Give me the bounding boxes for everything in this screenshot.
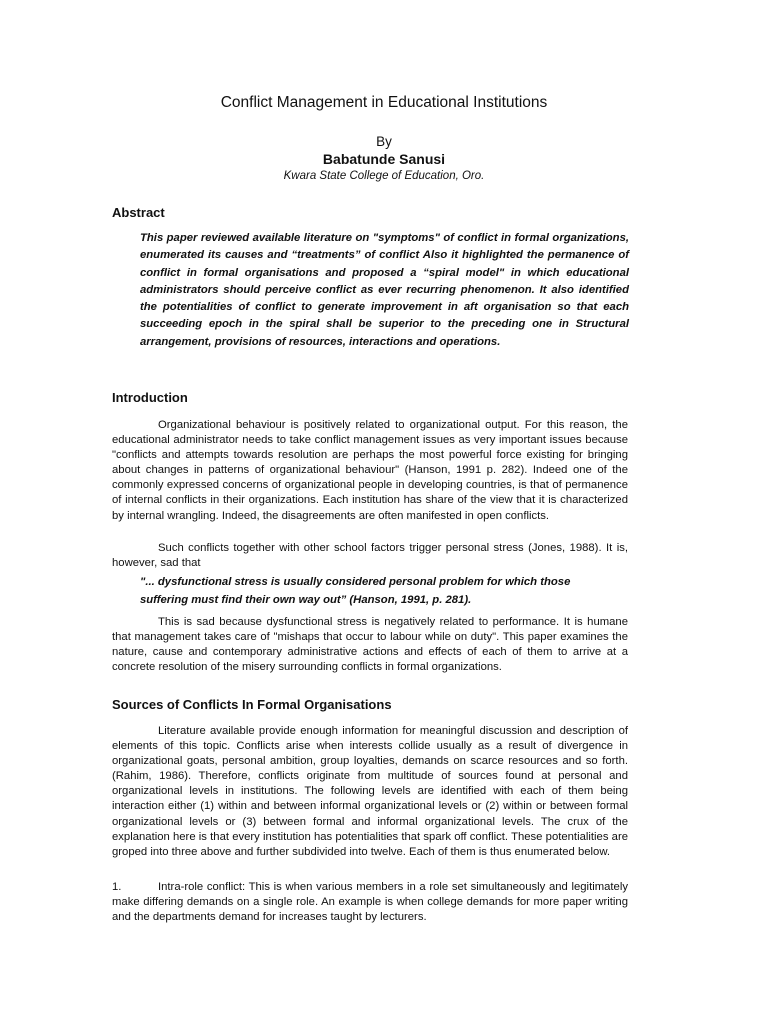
introduction-quote: "... dysfunctional stress is usually considered personal problem for which those suffering must find their own way out” (Hanson, 1991, p. 281). [140, 576, 571, 606]
sources-paragraph-1: Literature available provide enough information for meaningful discussion and description of elements of this topic. Conflicts arise when interests collide usually as a result of divergence in organizational goats, personal ambition, group loyalties, demands on scarce resources and so forth. (Rahim, 1986). Therefore, conflicts originate from multitude of sources found at personal and organizational levels in institutions. The following levels are identified with each of them being interaction either (1) within and between informal organizational levels or (2) within or between formal organizational levels or (3) between formal and informal organizational levels. The crux of the explanation here is that every institution has potentialities that spark off conflict. These potentialities are groped into three above and further subdivided into twelve. Each of them is thus enumerated below. [112, 725, 628, 858]
introduction-heading: Introduction [112, 390, 188, 405]
list-item-text: Intra-role conflict: This is when various members in a role set simultaneously and legitimately make differing demands on a single role. An example is when college demands for more paper writing and the departments demand for increases taught by lecturers. [112, 881, 628, 924]
sources-heading: Sources of Conflicts In Formal Organisations [112, 697, 392, 712]
by-line: By [376, 134, 392, 149]
list-item [112, 880, 628, 925]
paper-title: Conflict Management in Educational Institutions [220, 94, 548, 111]
abstract-heading: Abstract [112, 205, 165, 220]
abstract-text: This paper reviewed available literature on "symptoms" of conflict in formal organizations, enumerated its causes and “treatments” of conflict Also it highlighted the permanence of conflict in formal organisations and proposed a “spiral model" in which educational administrators should perceive conflict as ever recurring phenomenon. It also identified the potentialities of conflict to generate improvement in aft organisation so that each succeeding epoch in the spiral shall be superior to the preceding one in Structural arrangement, provisions of resources, interactions and operations. [140, 232, 629, 348]
introduction-paragraph-1: Organizational behaviour is positively related to organizational output. For this reason, the educational administrator needs to take conflict management issues as very important issues because "conflicts and attempts towards resolution are perhaps the most powerful force existing for bringing about changes in patterns of organizational behaviour" (Hanson, 1991 p. 282). Indeed one of the commonly expressed concerns of organizational people in developing countries, is that of permanence of internal conflicts in their organizations. Each institution has share of the view that it is characterized by internal wrangling. Indeed, the disagreements are often manifested in open conflicts. [112, 419, 628, 522]
introduction-paragraph-2: Such conflicts together with other school factors trigger personal stress (Jones, 1988). It is, however, sad that [112, 542, 628, 570]
list-item-number: 1. [112, 881, 122, 893]
introduction-paragraph-3: This is sad because dysfunctional stress is negatively related to performance. It is humane that management takes care of "mishaps that occur to labour while on duty". This paper examines the nature, cause and contemporary administrative actions and effects of each of them to arrive at a concrete resolution of the misery surrounding conflicts in formal organizations. [112, 616, 628, 674]
author-affiliation: Kwara State College of Education, Oro. [283, 170, 485, 182]
author-name: Babatunde Sanusi [322, 151, 446, 167]
